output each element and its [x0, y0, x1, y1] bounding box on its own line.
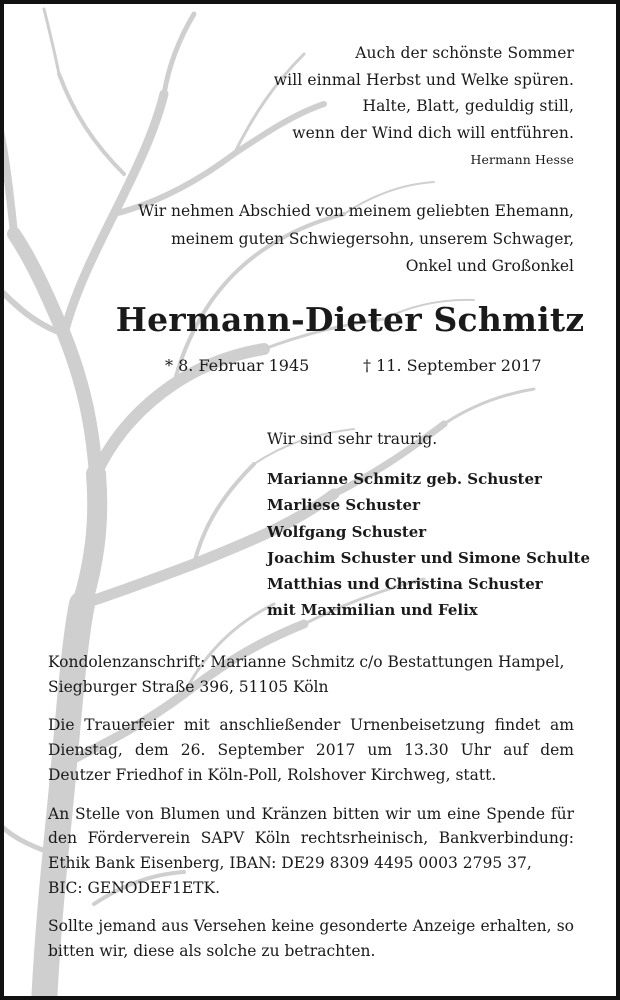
mourner-name: Matthias und Christina Schuster — [267, 575, 543, 594]
poem-author: Hermann Hesse — [470, 152, 574, 167]
donation-request — [48, 802, 574, 901]
mourners-block — [267, 426, 590, 623]
death-date: † 11. September 2017 — [363, 356, 542, 375]
mourners-intro: Wir sind sehr traurig. — [267, 430, 438, 448]
condolence-line: Kondolenzanschrift: Marianne Schmitz c/o Bestattungen Hampel, — [48, 653, 565, 671]
mourner-name: Wolfgang Schuster — [267, 522, 427, 541]
poem-line: Halte, Blatt, geduldig still, — [362, 97, 574, 115]
farewell-block — [138, 198, 574, 281]
funeral-details: Die Trauerfeier mit anschließender Urnenbeisetzung findet am Dienstag, dem 26. September 2017 um 13.30 Uhr auf dem Deutzer Friedhof in Köln-Poll, Rolshover Kirchweg, statt. — [48, 716, 574, 784]
donation-bic: BIC: GENODEF1ETK. — [48, 878, 221, 897]
poem-line: wenn der Wind dich will entführen. — [292, 123, 574, 142]
farewell-line: meinem guten Schwiegersohn, unserem Schwager, — [171, 229, 574, 248]
poem-line: will einmal Herbst und Welke spüren. — [273, 70, 574, 89]
farewell-line: Wir nehmen Abschied von meinem geliebten Ehemann, — [138, 202, 574, 220]
notice-text: Sollte jemand aus Versehen keine gesonderte Anzeige erhalten, so bitten wir, diese als solche zu betrachten. — [48, 917, 574, 961]
mourner-name: Marianne Schmitz geb. Schuster — [267, 470, 542, 489]
donation-text: An Stelle von Blumen und Kränzen bitten wir um eine Spende für den Förderverein SAPV Köln rechtsrheinisch, Bankverbindung: Ethik Bank Eisenberg, IBAN: DE29 8309 4495 0003 2795 37, — [48, 804, 574, 872]
condolence-line: Siegburger Straße 396, 51105 Köln — [48, 677, 329, 696]
mourner-name: mit Maximilian und Felix — [267, 601, 478, 620]
poem-line: Auch der schönste Sommer — [355, 44, 574, 62]
birth-date: * 8. Februar 1945 — [165, 356, 310, 375]
poem-block — [274, 40, 574, 174]
info-block — [48, 650, 574, 978]
farewell-line: Onkel und Großonkel — [405, 257, 574, 275]
mourner-name: Marliese Schuster — [267, 496, 420, 515]
condolence-address — [48, 650, 574, 699]
mourner-name: Joachim Schuster und Simone Schulte — [267, 548, 591, 567]
deceased-name: Hermann-Dieter Schmitz — [115, 300, 585, 339]
